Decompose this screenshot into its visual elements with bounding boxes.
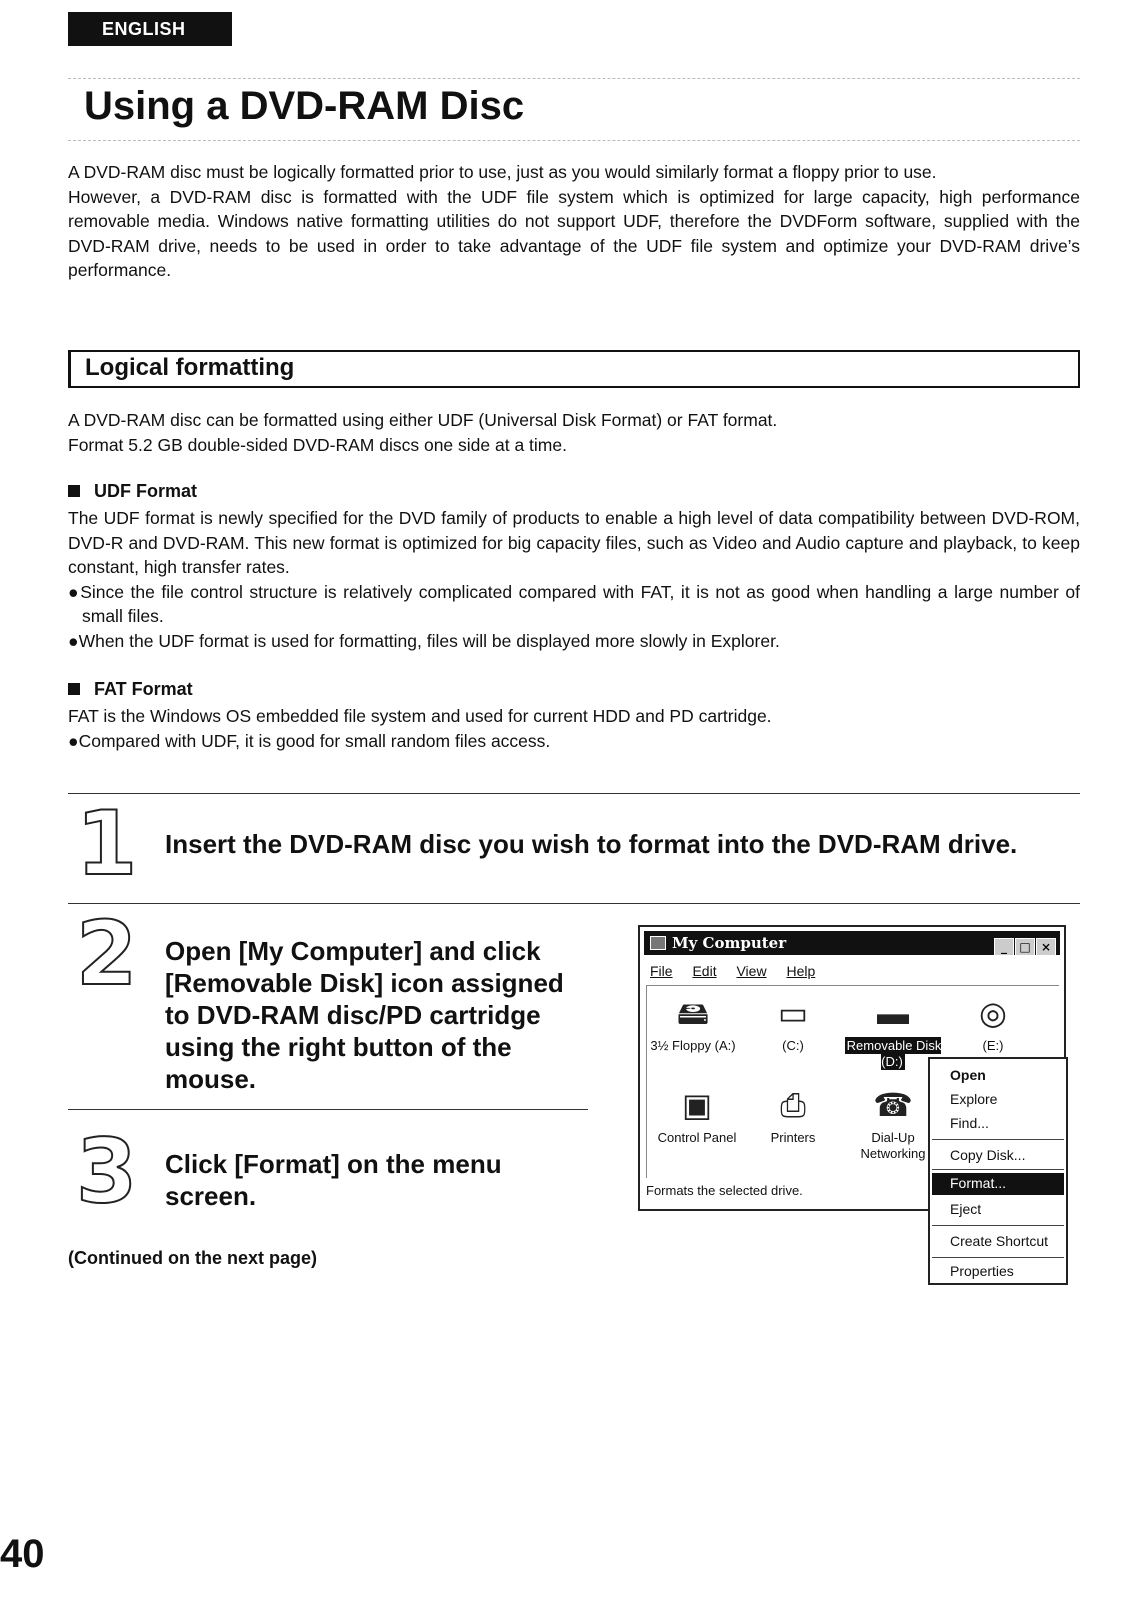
step-3-text: Click [Format] on the menu screen. bbox=[165, 1149, 502, 1211]
context-copy-disk[interactable]: Copy Disk... bbox=[950, 1147, 1026, 1163]
page-number: 40 bbox=[0, 1532, 45, 1576]
printers[interactable] bbox=[743, 1086, 843, 1146]
udf-heading bbox=[68, 481, 197, 502]
intro-paragraph-2: However, a DVD-RAM disc is formatted with the UDF file system which is optimized for large capacity, high performance removable media. Windows native formatting utilities do not support UDF, therefore the DVDForm software, supplied with the DVD-RAM drive, needs to be used in order to take advantage of the UDF file system and optimize your DVD-RAM drive’s performance. bbox=[68, 186, 1080, 280]
context-open[interactable]: Open bbox=[950, 1067, 986, 1083]
minimize-icon[interactable]: _ bbox=[994, 938, 1014, 956]
udf-bullet-2: ●When the UDF format is used for formatting, files will be displayed more slowly in Explorer. bbox=[68, 630, 780, 651]
menu-separator bbox=[932, 1225, 1064, 1226]
context-format[interactable]: Format... bbox=[950, 1175, 1007, 1191]
step-3-number: 3 bbox=[76, 1120, 138, 1223]
printers-label: Printers bbox=[770, 1130, 816, 1145]
fat-heading bbox=[68, 679, 193, 700]
c-drive-label: (C:) bbox=[782, 1038, 804, 1053]
fat-heading-text: FAT Format bbox=[94, 679, 193, 699]
context-properties[interactable]: Properties bbox=[950, 1263, 1014, 1279]
context-create-shortcut[interactable]: Create Shortcut bbox=[950, 1233, 1049, 1249]
udf-heading-text: UDF Format bbox=[94, 481, 197, 501]
intro-paragraph-1: A DVD-RAM disc must be logically formatted prior to use, just as you would similarly format a floppy prior to use. bbox=[68, 162, 937, 182]
logical-line-2: Format 5.2 GB double-sided DVD-RAM discs one side at a time. bbox=[68, 434, 567, 455]
udf-bullet-1: ●Since the file control structure is relatively complicated compared with FAT, it is not as good when handling a large number of small files. bbox=[68, 581, 1080, 626]
context-eject[interactable]: Eject bbox=[950, 1201, 982, 1217]
step-2-rule bbox=[68, 903, 1080, 904]
maximize-icon[interactable]: □ bbox=[1015, 938, 1035, 956]
logical-text bbox=[68, 408, 1080, 457]
close-icon[interactable]: × bbox=[1036, 938, 1056, 956]
control-panel-label: Control Panel bbox=[657, 1130, 737, 1145]
menu-bar bbox=[650, 963, 831, 979]
window-controls bbox=[993, 934, 1056, 958]
fat-body: FAT is the Windows OS embedded file system and used for current HDD and PD cartridge. bbox=[68, 706, 772, 726]
removable-disk-icon: ▬ bbox=[877, 995, 909, 1031]
continued-note: (Continued on the next page) bbox=[68, 1248, 317, 1268]
computer-icon bbox=[650, 936, 666, 950]
fat-text bbox=[68, 704, 1080, 753]
printers-icon: ⎙ bbox=[780, 1087, 806, 1123]
context-menu bbox=[928, 1057, 1068, 1285]
menu-file[interactable]: File bbox=[650, 963, 673, 979]
dialup-label: Dial-Up Networking bbox=[860, 1130, 926, 1161]
step-1-number: 1 bbox=[76, 792, 138, 895]
step-1-text: Insert the DVD-RAM disc you wish to format into the DVD-RAM drive. bbox=[165, 829, 1018, 859]
menu-separator bbox=[932, 1139, 1064, 1140]
step-3-rule bbox=[68, 1109, 588, 1110]
menu-separator bbox=[932, 1257, 1064, 1258]
control-panel-icon: ▣ bbox=[681, 1087, 713, 1123]
menu-separator bbox=[932, 1169, 1064, 1170]
square-bullet-icon bbox=[68, 485, 80, 497]
page-title: Using a DVD-RAM Disc bbox=[84, 84, 525, 128]
e-drive-label: (E:) bbox=[982, 1038, 1004, 1053]
control-panel[interactable] bbox=[647, 1086, 747, 1146]
intro-text bbox=[68, 160, 1080, 283]
square-bullet-icon bbox=[68, 683, 80, 695]
udf-text bbox=[68, 506, 1080, 653]
step-2-number: 2 bbox=[76, 902, 138, 1005]
menu-edit[interactable]: Edit bbox=[692, 963, 717, 979]
context-find[interactable]: Find... bbox=[950, 1115, 989, 1131]
window-title: My Computer bbox=[672, 934, 787, 952]
fat-bullet-1: ●Compared with UDF, it is good for small random files access. bbox=[68, 730, 551, 751]
menu-help[interactable]: Help bbox=[786, 963, 816, 979]
menu-view[interactable]: View bbox=[736, 963, 767, 979]
title-bottom-rule bbox=[68, 140, 1080, 141]
step-1-rule bbox=[68, 793, 1080, 794]
step-2-text: Open [My Computer] and click [Removable Disk] icon assigned to DVD-RAM disc/PD cartridge using the right button of the mouse. bbox=[165, 936, 564, 1094]
dialup-networking-icon: ☎ bbox=[873, 1087, 913, 1123]
status-bar: Formats the selected drive. bbox=[646, 1183, 803, 1198]
cd-drive-icon: ◎ bbox=[979, 995, 1007, 1031]
hard-drive-icon: ▭ bbox=[777, 995, 809, 1031]
context-explore[interactable]: Explore bbox=[950, 1091, 998, 1107]
removable-disk-label: Removable Disk (D:) bbox=[846, 1038, 942, 1069]
logical-line-1: A DVD-RAM disc can be formatted using either UDF (Universal Disk Format) or FAT format. bbox=[68, 410, 778, 430]
udf-body: The UDF format is newly specified for the DVD family of products to enable a high level of data compatibility between DVD-ROM, DVD-R and DVD-RAM. This new format is optimized for big capacity files, such as Video and Audio capture and playback, to keep constant, high transfer rates. bbox=[68, 508, 1080, 577]
floppy-drive[interactable] bbox=[643, 994, 743, 1054]
floppy-drive-icon: 🖴 bbox=[676, 995, 710, 1031]
logical-formatting-heading: Logical formatting bbox=[68, 350, 1080, 388]
language-tab: ENGLISH bbox=[68, 12, 232, 46]
c-drive[interactable] bbox=[743, 994, 843, 1054]
e-drive[interactable] bbox=[943, 994, 1043, 1054]
floppy-label: 3½ Floppy (A:) bbox=[650, 1038, 736, 1053]
title-top-rule bbox=[68, 78, 1080, 79]
window-title-bar bbox=[644, 931, 1060, 955]
